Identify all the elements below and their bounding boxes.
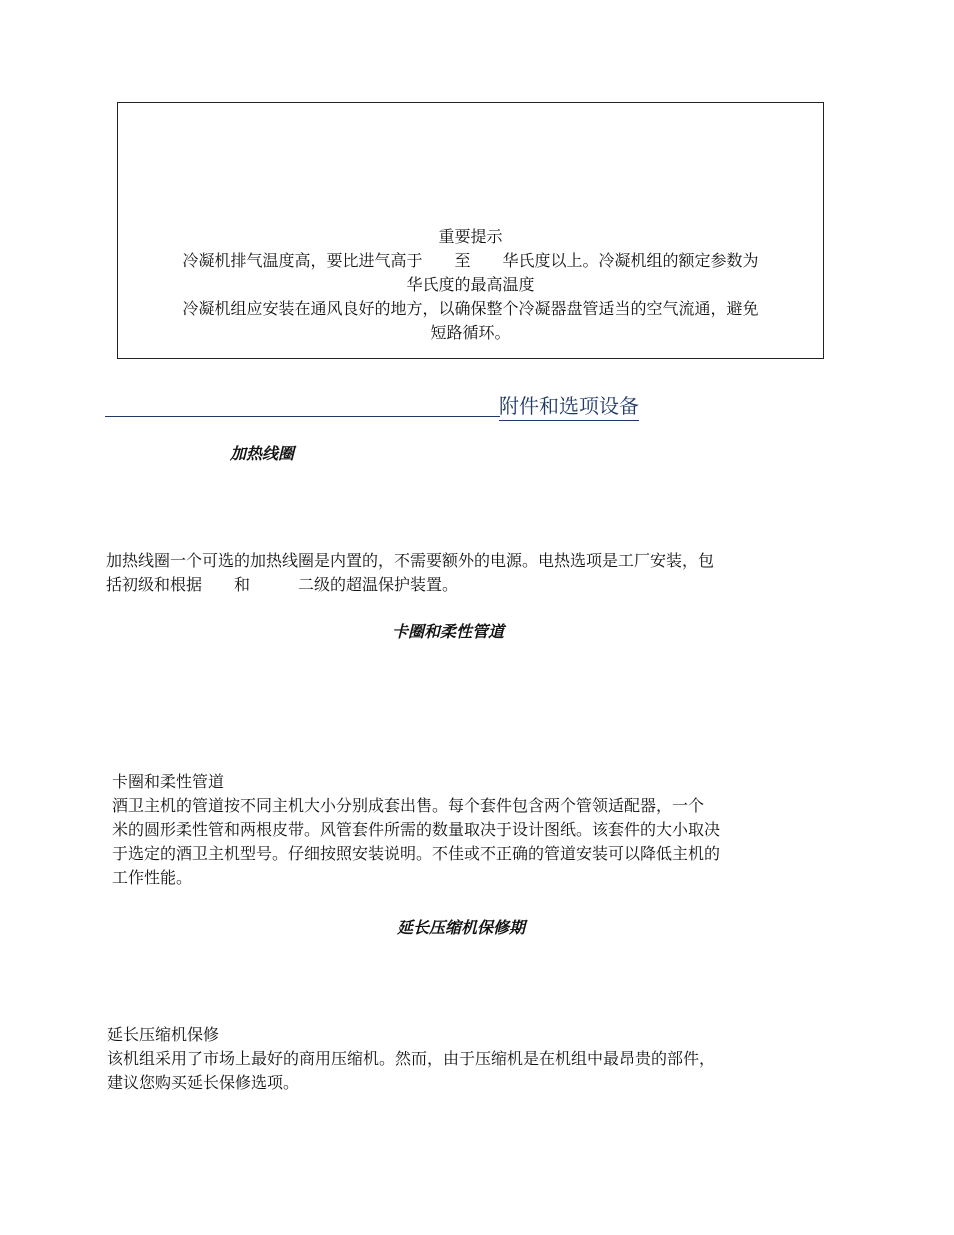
notice-line: 短路循环。: [430, 323, 511, 342]
paragraph-label: 延长压缩机保修: [107, 1025, 220, 1044]
important-notice-content: [118, 225, 823, 345]
section-rule: [105, 416, 500, 417]
heating-coil-heading: 加热线圈: [230, 444, 295, 463]
section-title: 附件和选项设备: [499, 390, 639, 421]
paragraph-line: 括初级和根据 和 二级的超温保护装置。: [106, 575, 459, 594]
paragraph-line: 工作性能。: [112, 868, 193, 887]
important-notice-box: [117, 102, 824, 359]
paragraph-line: 建议您购买延长保修选项。: [107, 1073, 300, 1092]
ducting-paragraph: [112, 770, 832, 890]
ducting-heading: 卡圈和柔性管道: [392, 622, 505, 641]
notice-line: 冷凝机组应安装在通风良好的地方，以确保整个冷凝器盘管适当的空气流通，避免: [182, 299, 759, 318]
paragraph-line: 酒卫主机的管道按不同主机大小分别成套出售。每个套件包含两个管领适配器，一个: [112, 796, 705, 815]
notice-line: 冷凝机排气温度高，要比进气高于 至 华氏度以上。冷凝机组的额定参数为: [182, 251, 759, 270]
warranty-paragraph: [107, 1023, 827, 1095]
heating-coil-paragraph: [106, 549, 826, 597]
paragraph-line: 米的圆形柔性管和两根皮带。风管套件所需的数量取决于设计图纸。该套件的大小取决: [112, 820, 721, 839]
section-header: [105, 390, 663, 418]
notice-title: 重要提示: [438, 227, 503, 246]
paragraph-line: 该机组采用了市场上最好的商用压缩机。然而，由于压缩机是在机组中最昂贵的部件，: [107, 1049, 716, 1068]
paragraph-line: 加热线圈一个可选的加热线圈是内置的，不需要额外的电源。电热选项是工厂安装，包: [106, 551, 715, 570]
warranty-heading: 延长压缩机保修期: [397, 918, 526, 937]
paragraph-line: 于选定的酒卫主机型号。仔细按照安装说明。不佳或不正确的管道安装可以降低主机的: [112, 844, 721, 863]
notice-line: 华氏度的最高温度: [406, 275, 535, 294]
paragraph-label: 卡圈和柔性管道: [112, 772, 225, 791]
